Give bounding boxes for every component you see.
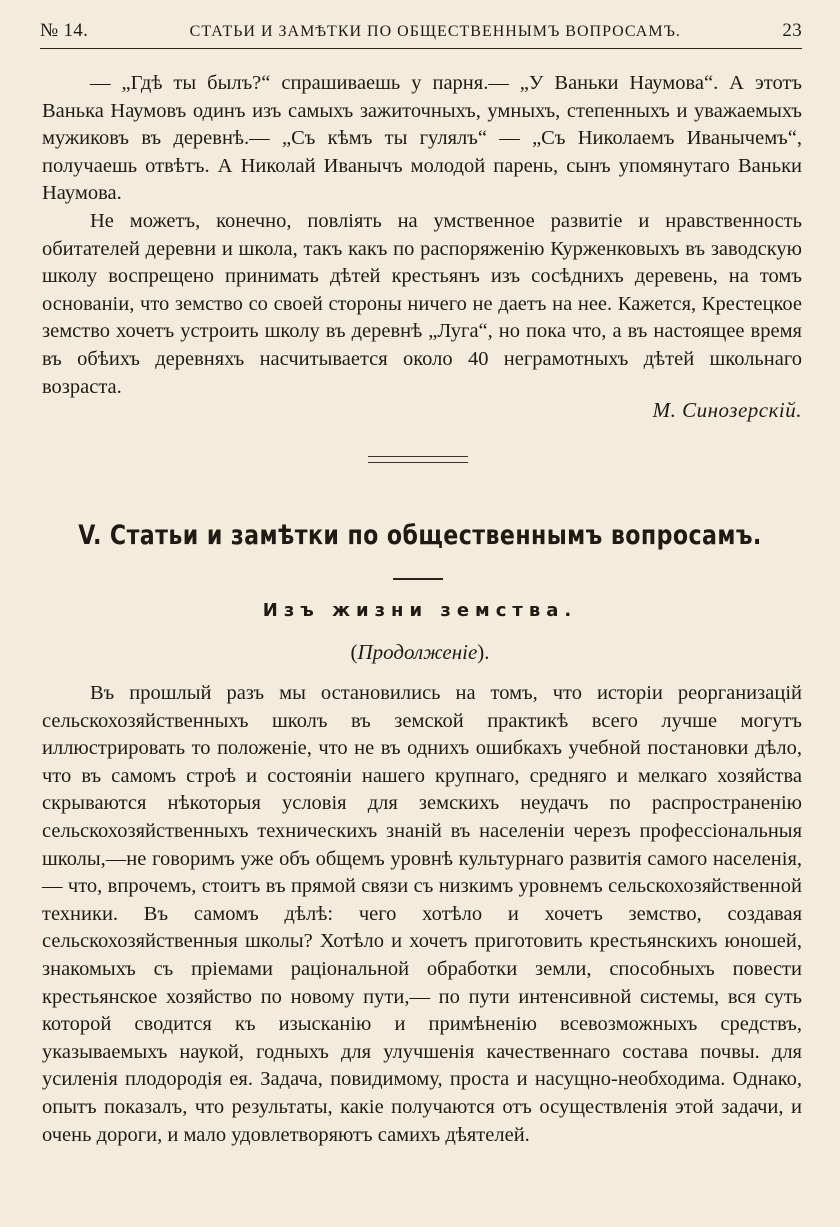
issue-number: № 14.: [40, 20, 89, 41]
section-divider: [368, 456, 468, 463]
article-title: Изъ жизни земства.: [262, 600, 578, 621]
heading-rule: [393, 578, 443, 580]
section-heading: V. Статьи и замѣтки по общественнымъ вопросамъ.: [78, 520, 762, 551]
paragraph-dialogue: — „Гдѣ ты былъ?“ спрашиваешь у парня.— „У Ваньки Наумова“. А этотъ Ванька Наумовъ одинъ изъ самыхъ зажиточныхъ, умныхъ, степенныхъ и уважаемыхъ мужиковъ въ деревнѣ.— „Съ кѣмъ ты гулялъ“ — „Съ Николаемъ Иванычемъ“, получаешь отвѣтъ. А Николай Иванычъ молодой парень, сынъ упомянутаго Ваньки Наумова.: [42, 72, 802, 205]
running-title: СТАТЬИ И ЗАМѢТКИ ПО ОБЩЕСТВЕННЫМЪ ВОПРОСАМЪ.: [189, 23, 681, 40]
page-number: 23: [782, 20, 802, 41]
continued-label: Продолженіе: [357, 640, 478, 664]
article-body: [42, 680, 802, 1149]
author-signature: М. Синозерскій.: [652, 398, 802, 422]
running-header: [40, 20, 802, 49]
continued-note: (Продолженіе).: [350, 640, 490, 664]
paragraph-school: Не можетъ, конечно, повліять на умственное развитіе и нравственность обитателей деревни и школа, такъ какъ по распоряженію Курженковыхъ въ заводскую школу воспрещено принимать дѣтей крестьянъ изъ сосѣднихъ деревень, на томъ основаніи, что земство со своей стороны ничего не даетъ на нее. Кажется, Крестецкое земство хочетъ устроить школу въ деревнѣ „Луга“, но пока что, а въ настоящее время въ обѣихъ деревняхъ насчитывается около 40 неграмотныхъ дѣтей школьнаго возраста.: [42, 209, 802, 398]
previous-article-text: [42, 70, 802, 401]
article-paragraph: Въ прошлый разъ мы остановились на томъ, что исторіи реорганизацій сельскохозяйственныхъ школъ въ земской практикѣ всего лучше могутъ иллюстрировать то положеніе, что не въ однихъ ошибкахъ учебной постановки дѣло, что въ самомъ строѣ и состояніи нашего крупнаго, средняго и мелкаго хозяйства скрываются нѣкоторыя условія для земскихъ неудачъ по распространенію сельскохозяйственныхъ техническихъ знаній въ населеніи черезъ профессіональныя школы,—не говоримъ уже объ общемъ уровнѣ культурнаго развитія самого населенія,— что, впрочемъ, стоитъ въ прямой связи съ низкимъ уровнемъ сельскохозяйственной техники. Въ самомъ дѣлѣ: чего хотѣло и хочетъ земство, создавая сельскохозяйственныя школы? Хотѣло и хочетъ приготовить крестьянскихъ юношей, знакомыхъ съ пріемами раціональной обработки земли, способныхъ повести крестьянское хозяйство по новому пути,— по пути интенсивной системы, вся суть которой сводится къ изысканію и примѣненію всевозможныхъ средствъ, указываемыхъ наукой, годныхъ для улучшенія качественнаго состава почвы. для усиленія плодородія ея. Задача, повидимому, проста и насущно-необходима. Однако, опытъ показалъ, что результаты, какіе получаются отъ осуществленія этой задачи, и очень дороги, и мало удовлетворяютъ самихъ дѣятелей.: [42, 682, 802, 1146]
